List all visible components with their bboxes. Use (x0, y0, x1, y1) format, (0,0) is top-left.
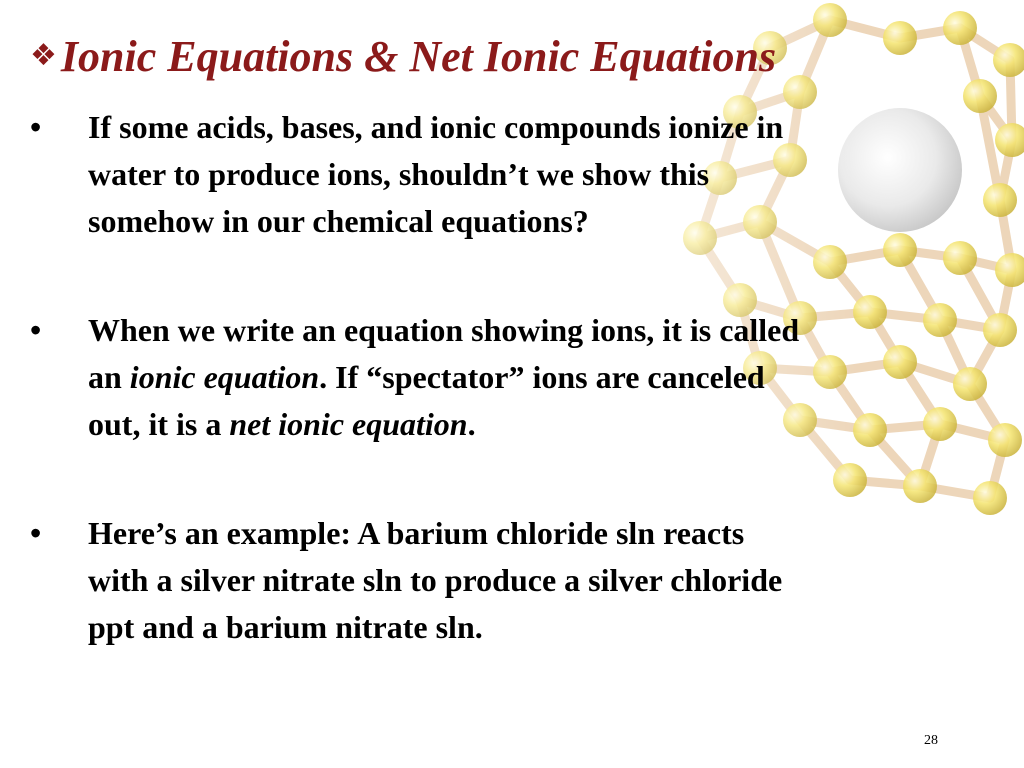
bullet-text-segment: out, it is a (88, 406, 230, 442)
slide-title (30, 28, 990, 85)
term-net-ionic-equation: net ionic equation (229, 406, 468, 442)
bullet-item (30, 307, 990, 448)
title-bullet-icon: ❖ (30, 38, 57, 73)
bullet-line: ppt and a barium nitrate sln. (88, 609, 483, 645)
bullet-marker: • (30, 109, 42, 145)
bullet-line (88, 401, 990, 448)
bullet-text-segment: . (467, 406, 476, 442)
bullet-item (30, 104, 990, 245)
bullet-line: If some acids, bases, and ionic compounds ionize in (88, 109, 784, 145)
lattice-sphere (995, 253, 1024, 287)
lattice-sphere (988, 423, 1022, 457)
bullet-line: somehow in our chemical equations? (88, 203, 589, 239)
bullet-line: with a silver nitrate sln to produce a silver chloride (88, 562, 783, 598)
bullet-text-segment: an (88, 359, 130, 395)
slide-title-text: Ionic Equations & Net Ionic Equations (60, 32, 777, 81)
bullet-line: water to produce ions, shouldn’t we show this (88, 156, 710, 192)
bullet-marker: • (30, 312, 42, 348)
bullet-line (88, 354, 990, 401)
bullet-item (30, 510, 990, 651)
bullet-marker: • (30, 515, 42, 551)
term-ionic-equation: ionic equation (129, 359, 320, 395)
bullet-line: When we write an equation showing ions, it is called (88, 312, 800, 348)
page-number: 28 (924, 733, 938, 748)
bullet-text-segment: . If “spectator” ions are canceled (319, 359, 765, 395)
bullet-list (30, 104, 990, 651)
bullet-line: Here’s an example: A barium chloride sln reacts (88, 515, 745, 551)
